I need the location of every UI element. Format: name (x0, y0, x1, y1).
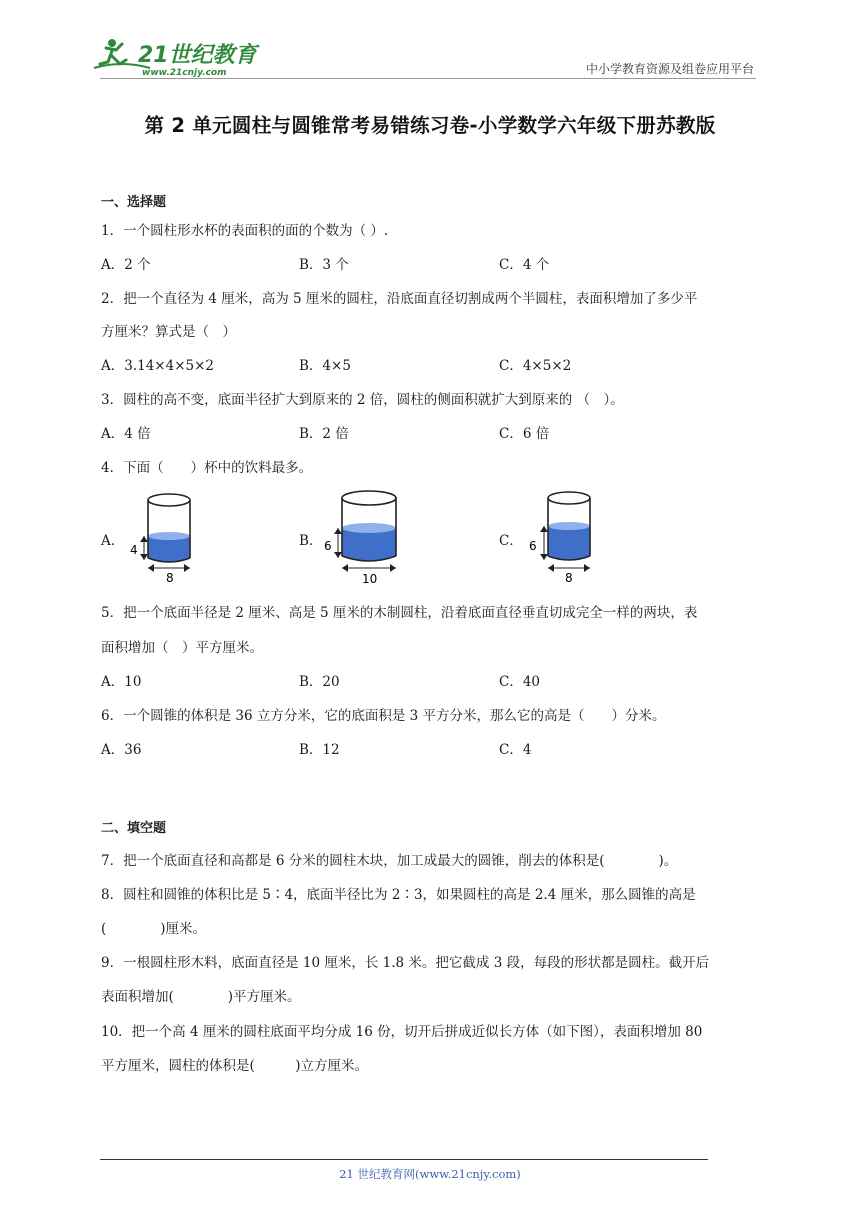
header-divider (100, 78, 756, 79)
question-9-line-1: 9．一根圆柱形木料，底面直径是 10 厘米，长 1.8 米。把它截成 3 段，每段的形状都是圆柱。截开后 (101, 955, 710, 971)
footer-divider (100, 1159, 708, 1160)
q3-option-c: C．6 倍 (499, 426, 550, 442)
section-heading-choice: 一、选择题 (101, 195, 167, 210)
q2-option-c: C．4×5×2 (499, 358, 572, 374)
q3-option-a: A．4 倍 (101, 426, 151, 442)
question-10-line-2: 平方厘米，圆柱的体积是( )立方厘米。 (101, 1058, 369, 1074)
q4-option-c: C． (499, 533, 523, 549)
cup-a-height-label: 4 (130, 543, 138, 557)
q5-option-c: C．40 (499, 674, 541, 690)
q1-option-c: C．4 个 (499, 257, 550, 273)
q1-option-a: A．2 个 (101, 257, 151, 273)
cup-c-diameter-label: 8 (565, 571, 573, 585)
q1-option-b: B．3 个 (299, 257, 349, 273)
question-5-line-2: 面积增加（ ）平方厘米。 (101, 640, 263, 656)
section-heading-fill: 二、填空题 (101, 821, 167, 836)
q5-option-b: B．20 (299, 674, 340, 690)
question-3: 3．圆柱的高不变，底面半径扩大到原来的 2 倍，圆柱的侧面积就扩大到原来的 （ ）。 (101, 392, 624, 408)
question-6: 6．一个圆锥的体积是 36 立方分米，它的底面积是 3 平方分米，那么它的高是（ ）分米。 (101, 708, 666, 724)
q6-option-b: B．12 (299, 742, 340, 758)
q2-option-b: B．4×5 (299, 358, 351, 374)
logo-text: 21世纪教育 (138, 43, 257, 68)
question-8-line-2: ( )厘米。 (101, 921, 207, 937)
question-5-line-1: 5．把一个底面半径是 2 厘米、高是 5 厘米的木制圆柱，沿着底面直径垂直切成完全一样的两块，表 (101, 605, 698, 621)
q4-option-b: B． (299, 533, 323, 549)
site-logo (92, 34, 262, 80)
logo-url: www.21cnjy.com (142, 68, 227, 78)
platform-name: 中小学教育资源及组卷应用平台 (585, 62, 754, 76)
question-2-line-1: 2．把一个直径为 4 厘米，高为 5 厘米的圆柱，沿底面直径切割成两个半圆柱，表面积增加了多少平 (101, 291, 698, 307)
cup-a-figure (128, 488, 198, 584)
page-title: 第 2 单元圆柱与圆锥常考易错练习卷-小学数学六年级下册苏教版 (144, 114, 716, 137)
question-2-line-2: 方厘米？算式是（ ） (101, 324, 236, 340)
cup-b-height-label: 6 (324, 539, 332, 553)
cup-c-figure (526, 488, 596, 584)
q5-option-a: A．10 (101, 674, 142, 690)
cup-a-diameter-label: 8 (166, 571, 174, 585)
q3-option-b: B．2 倍 (299, 426, 349, 442)
question-9-line-2: 表面积增加( )平方厘米。 (101, 989, 301, 1005)
q2-option-a: A．3.14×4×5×2 (101, 358, 215, 374)
cup-b-diameter-label: 10 (362, 572, 378, 586)
question-4: 4．下面（ ）杯中的饮料最多。 (101, 460, 313, 476)
question-8-line-1: 8．圆柱和圆锥的体积比是 5∶4，底面半径比为 2∶3，如果圆柱的高是 2.4 厘米，那么圆锥的高是 (101, 887, 696, 903)
cup-c-height-label: 6 (529, 539, 537, 553)
q6-option-a: A．36 (101, 742, 142, 758)
question-1: 1．一个圆柱形水杯的表面积的面的个数为（ ）. (101, 223, 389, 239)
question-10-line-1: 10．把一个高 4 厘米的圆柱底面平均分成 16 份，切开后拼成近似长方体（如下图），表面积增加 80 (101, 1024, 703, 1040)
q4-option-a: A． (101, 533, 125, 549)
question-7: 7．把一个底面直径和高都是 6 分米的圆柱木块，加工成最大的圆锥，削去的体积是( )。 (101, 853, 678, 869)
q6-option-c: C．4 (499, 742, 532, 758)
cup-b-figure (322, 486, 402, 586)
footer-link[interactable]: 21 世纪教育网(www.21cnjy.com) (339, 1167, 521, 1181)
